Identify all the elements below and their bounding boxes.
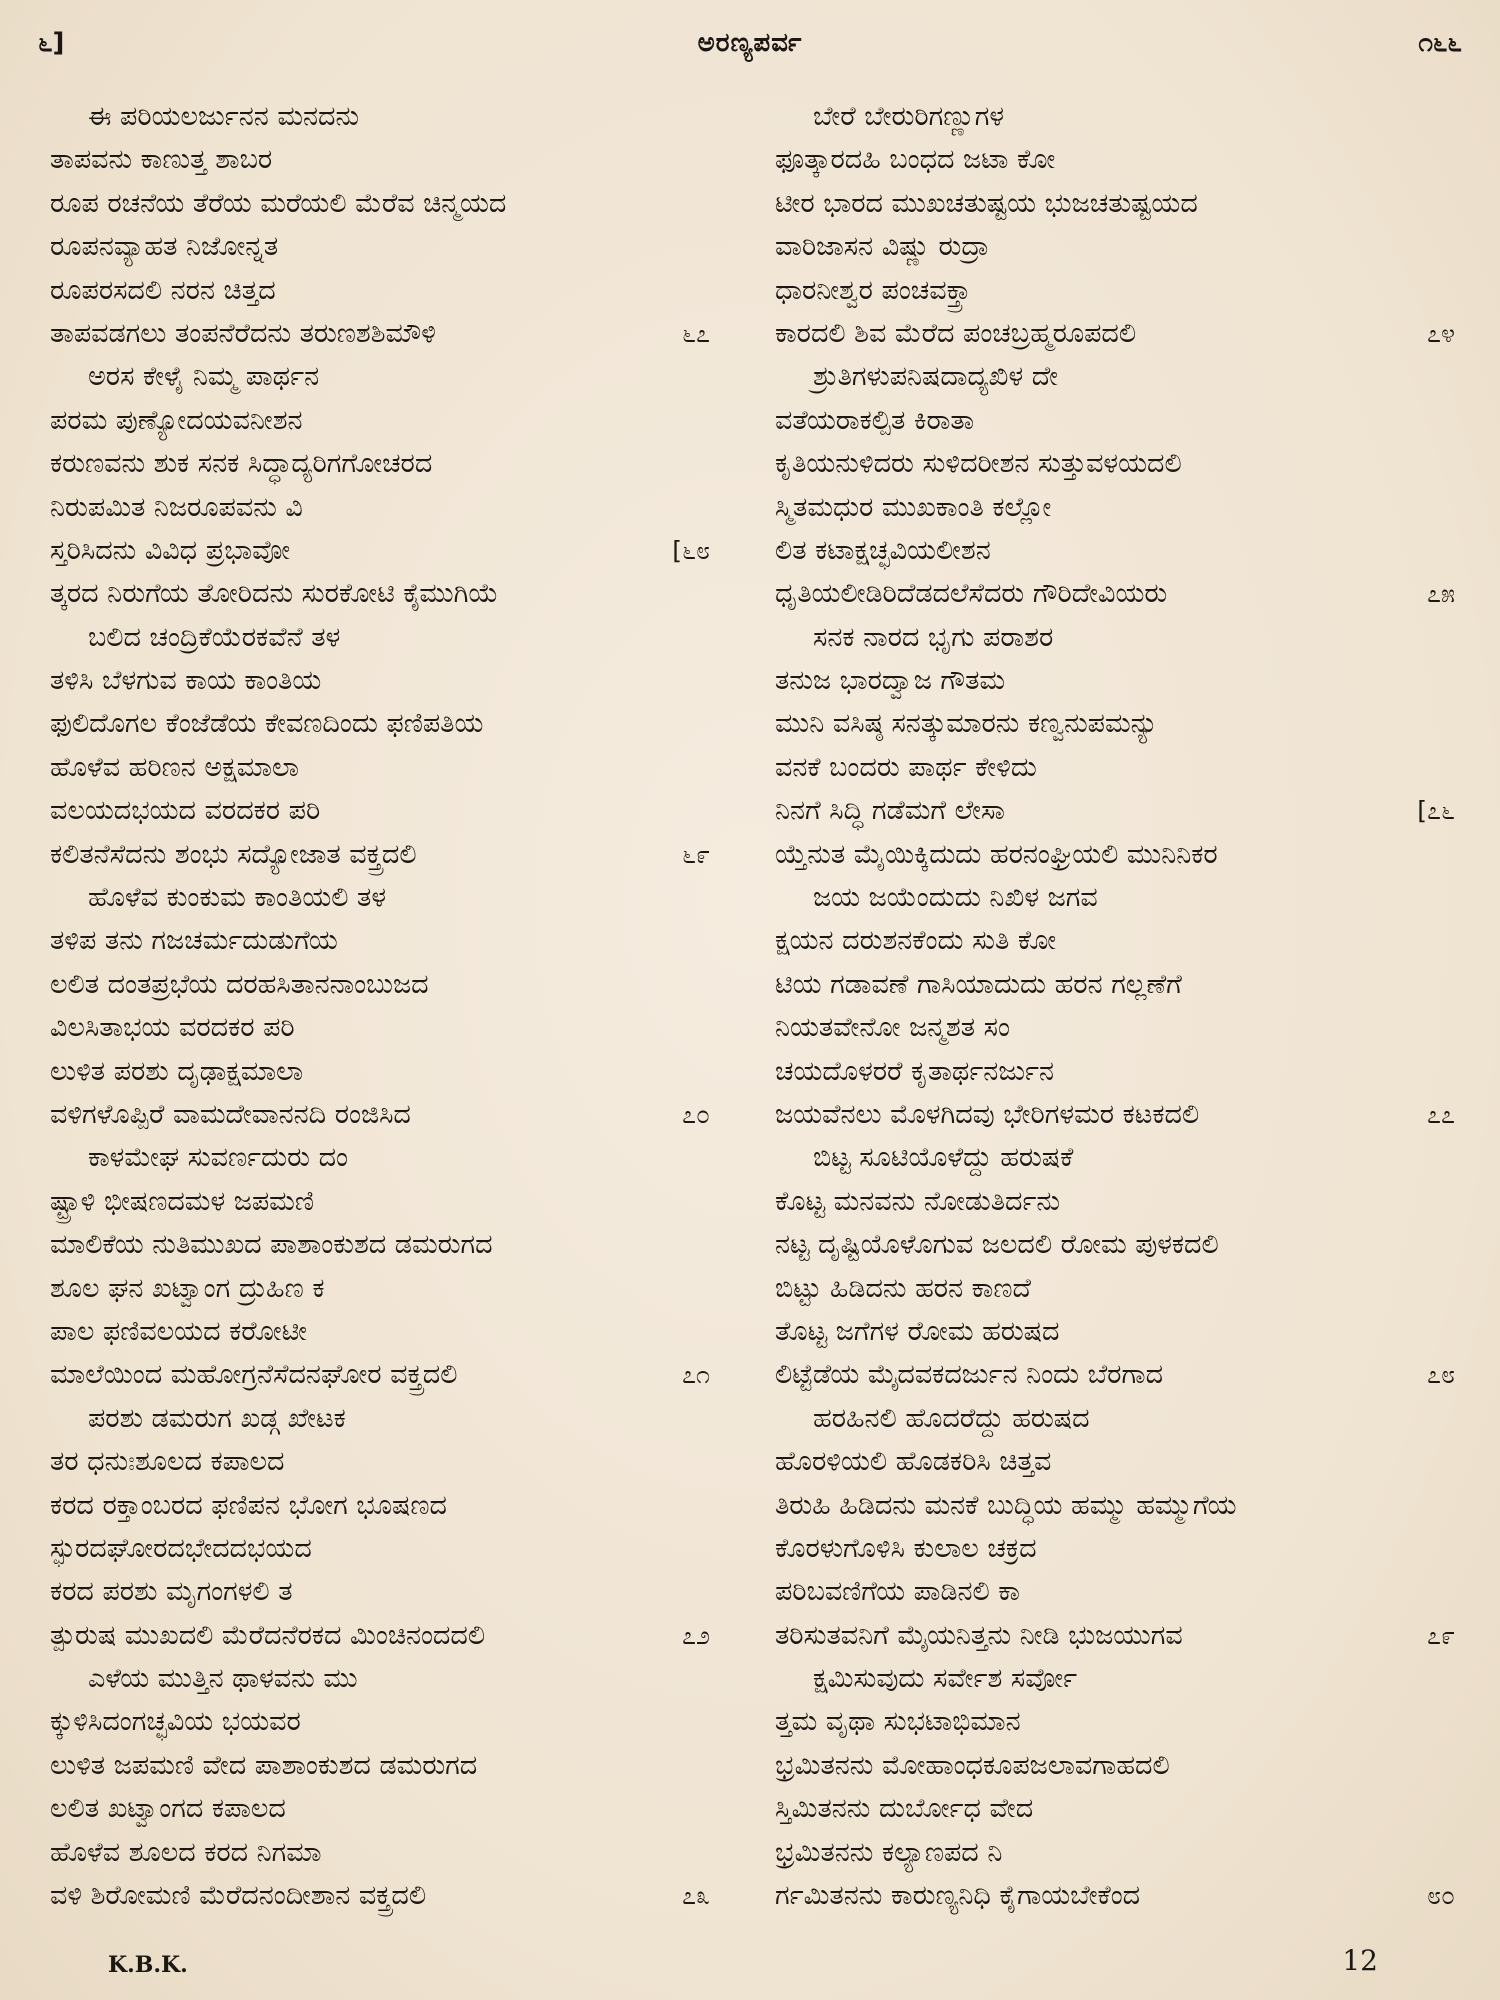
verse-line-text: ವಿಲಸಿತಾಭಯ ವರದಕರ ಪರಿ bbox=[50, 1012, 295, 1044]
verse-line-text: ಚಯದೊಳರರೆ ಕೃತಾರ್ಥನರ್ಜುನ bbox=[775, 1055, 1055, 1087]
verse-line-text: ಕ್ಷಯನ ದರುಶನಕೆಂದು ಸುತಿ ಕೋ bbox=[775, 925, 1057, 957]
verse-line bbox=[50, 312, 710, 355]
verse-line-text: ಕರದ ಪರಶು ಮೃಗಂಗಳಲಿ ತ bbox=[50, 1576, 293, 1608]
header-chapter-mark: ೬] bbox=[38, 28, 65, 58]
verse-line-text: ರೂಪನವ್ಯಾಹತ ನಿಜೋನ್ನತ bbox=[50, 231, 279, 263]
verse-line-text: ತಳಿಪ ತನು ಗಜಚರ್ಮದುಡುಗೆಯ bbox=[50, 925, 338, 957]
verse-stanza bbox=[50, 876, 710, 1136]
verse-line bbox=[50, 876, 710, 919]
page-header bbox=[38, 24, 1462, 68]
verse-line-text: ವಲಯದಭಯದ ವರದಕರ ಪರಿ bbox=[50, 795, 321, 827]
verse-line bbox=[775, 269, 1455, 312]
verse-stanza bbox=[50, 355, 710, 615]
verse-line bbox=[50, 1744, 710, 1787]
verse-line bbox=[50, 182, 710, 225]
verse-line-text: ಲಲಿತ ಖಟ್ವಾಂಗದ ಕಪಾಲದ bbox=[50, 1793, 286, 1825]
verse-line bbox=[775, 1050, 1455, 1093]
verse-line-text: ತಾಪವಡಗಲು ತಂಪನೆರೆದನು ತರುಣಶಶಿಮೌಳಿ bbox=[50, 317, 436, 349]
verse-line bbox=[50, 1484, 710, 1527]
verse-line-text: ತಿರುಹಿ ಹಿಡಿದನು ಮನಕೆ ಬುದ್ಧಿಯ ಹಮ್ಮು ಹಮ್ಮುಗೆಯ bbox=[775, 1489, 1237, 1521]
verse-number: ೭೩ bbox=[681, 1881, 710, 1911]
verse-line bbox=[775, 1831, 1455, 1874]
verse-line-text: ಷ್ಟ್ರಾಳಿ ಭೀಷಣದಮಳ ಜಪಮಣಿ bbox=[50, 1185, 314, 1217]
verse-line-text: ವಳಿ ಶಿರೋಮಣಿ ಮೆರೆದನಂದೀಶಾನ ವಕ್ತ್ರದಲಿ bbox=[50, 1880, 427, 1912]
verse-stanza bbox=[50, 95, 710, 355]
verse-line bbox=[775, 1136, 1455, 1179]
verse-line bbox=[50, 269, 710, 312]
verse-stanza bbox=[775, 1136, 1455, 1396]
verse-line-text: ಸ್ಫುರದಘೋರದಭೇದದಭಯದ bbox=[50, 1532, 312, 1564]
verse-line-text: ಕಲಿತನೆಸೆದನು ಶಂಭು ಸದ್ಯೋಜಾತ ವಕ್ತ್ರದಲಿ bbox=[50, 838, 417, 870]
verse-line-text: ಪರಿಬವಣಿಗೆಯ ಪಾಡಿನಲಿ ಕಾ bbox=[775, 1576, 1020, 1608]
verse-stanza bbox=[775, 1657, 1455, 1917]
verse-line-text: ಸನಕ ನಾರದ ಭೃಗು ಪರಾಶರ bbox=[813, 621, 1054, 653]
verse-line-text: ತನುಜ ಭಾರದ್ವಾಜ ಗೌತಮ bbox=[775, 665, 1006, 697]
verse-line-text: ತಾಪವನು ಕಾಣುತ್ತ ಶಾಬರ bbox=[50, 144, 273, 176]
verse-line-text: ಮಾಲೆಯಿಂದ ಮಹೋಗ್ರನೆಸೆದನಘೋರ ವಕ್ತ್ರದಲಿ bbox=[50, 1359, 458, 1391]
header-page-number: ೧೬೬ bbox=[1418, 28, 1462, 58]
verse-line-text: ಪರಶು ಡಮರುಗ ಖಡ್ಗ ಖೇಟಕ bbox=[88, 1402, 346, 1434]
verse-number: [೬೮ bbox=[672, 535, 710, 565]
verse-stanza bbox=[775, 1397, 1455, 1657]
verse-stanza bbox=[50, 1657, 710, 1917]
verse-line-text: ಲುಳಿತ ಜಪಮಣಿ ವೇದ ಪಾಶಾಂಕುಶದ ಡಮರುಗದ bbox=[50, 1749, 478, 1781]
verse-line bbox=[50, 1700, 710, 1743]
verse-line bbox=[775, 1397, 1455, 1440]
verse-line bbox=[775, 182, 1455, 225]
verse-line-text: ನಿನಗೆ ಸಿದ್ಧಿ ಗಡೆಮಗೆ ಲೇಸಾ bbox=[775, 795, 1005, 827]
verse-number: ೭೯ bbox=[1426, 1620, 1455, 1650]
verse-line-text: ಭ್ರಮಿತನನು ಕಲ್ಯಾಣಪದ ನಿ bbox=[775, 1836, 1003, 1868]
verse-line-text: ಪರಮ ಪುಣ್ಯೋದಯವನೀಶನ bbox=[50, 404, 303, 436]
verse-line bbox=[775, 1180, 1455, 1223]
verse-number: ೭೦ bbox=[681, 1099, 710, 1129]
verse-line bbox=[775, 1700, 1455, 1743]
verse-line bbox=[775, 1570, 1455, 1613]
verse-line bbox=[775, 486, 1455, 529]
verse-line-text: ಲಿಟ್ಟೆಡೆಯ ಮೈದವಕದರ್ಜುನ ನಿಂದು ಬೆರಗಾದ bbox=[775, 1359, 1164, 1391]
verse-line-text: ಎಳೆಯ ಮುತ್ತಿನ ಥಾಳವನು ಮು bbox=[88, 1663, 358, 1695]
verse-line bbox=[775, 1874, 1455, 1917]
verse-number: ೭೮ bbox=[1426, 1360, 1455, 1390]
verse-line bbox=[775, 876, 1455, 919]
verse-line bbox=[50, 1831, 710, 1874]
verse-line-text: ತರ ಧನುಃಶೂಲದ ಕಪಾಲದ bbox=[50, 1446, 285, 1478]
right-column bbox=[775, 95, 1455, 1917]
verse-line bbox=[50, 1527, 710, 1570]
verse-line bbox=[775, 572, 1455, 615]
verse-line-text: ಶ್ರುತಿಗಳುಪನಿಷದಾದ್ಯಖಿಳ ದೇ bbox=[813, 361, 1059, 393]
verse-line bbox=[775, 1223, 1455, 1266]
verse-line-text: ಕ್ಷಮಿಸುವುದು ಸರ್ವೇಶ ಸರ್ವೋ bbox=[813, 1663, 1078, 1695]
verse-line-text: ಭ್ರಮಿತನನು ಮೋಹಾಂಧಕೂಪಜಲಾವಗಾಹದಲಿ bbox=[775, 1749, 1170, 1781]
verse-line bbox=[775, 1744, 1455, 1787]
verse-line-text: ಕಾಳಮೇಘ ಸುವರ್ಣದುರು ದಂ bbox=[88, 1142, 349, 1174]
verse-line-text: ಟಿಯ ಗಡಾವಣೆ ಗಾಸಿಯಾದುದು ಹರನ ಗಲ್ಲಣೆಗೆ bbox=[775, 968, 1182, 1000]
verse-line bbox=[50, 789, 710, 832]
verse-line bbox=[775, 442, 1455, 485]
verse-line bbox=[775, 1267, 1455, 1310]
verse-line bbox=[50, 1657, 710, 1700]
verse-line bbox=[775, 1006, 1455, 1049]
verse-line bbox=[775, 789, 1455, 832]
verse-line-text: ಹೊಳೆವ ಕುಂಕುಮ ಕಾಂತಿಯಲಿ ತಳ bbox=[88, 882, 386, 914]
verse-line bbox=[50, 1874, 710, 1917]
verse-line-text: ಬಿಟ್ಟು ಹಿಡಿದನು ಹರನ ಕಾಣದೆ bbox=[775, 1272, 1032, 1304]
verse-line-text: ರೂಪರಸದಲಿ ನರನ ಚಿತ್ತದ bbox=[50, 274, 276, 306]
verse-line bbox=[50, 1353, 710, 1396]
verse-number: ೭೨ bbox=[681, 1620, 710, 1650]
verse-line bbox=[50, 1050, 710, 1093]
verse-line bbox=[775, 1787, 1455, 1830]
verse-line bbox=[50, 355, 710, 398]
verse-line-text: ಬಲಿದ ಚಂದ್ರಿಕೆಯೆರಕವೆನೆ ತಳ bbox=[88, 621, 341, 653]
verse-line-text: ಲಲಿತ ದಂತಪ್ರಭೆಯ ದರಹಸಿತಾನನಾಂಬುಜದ bbox=[50, 968, 429, 1000]
verse-line bbox=[50, 963, 710, 1006]
verse-line-text: ಶೂಲ ಘನ ಖಟ್ವಾಂಗ ದ್ರುಹಿಣ ಕ bbox=[50, 1272, 325, 1304]
verse-stanza bbox=[50, 616, 710, 876]
verse-line-text: ಲಿತ ಕಟಾಕ್ಷಚ್ಛವಿಯಲೀಶನ bbox=[775, 534, 991, 566]
verse-line-text: ತ್ಪುರುಷ ಮುಖದಲಿ ಮೆರೆದನೆರಕದ ಮಿಂಚಿನಂದದಲಿ bbox=[50, 1619, 486, 1651]
verse-line bbox=[775, 1353, 1455, 1396]
verse-line bbox=[775, 702, 1455, 745]
verse-line bbox=[775, 659, 1455, 702]
verse-line-text: ರೂಪ ರಚನೆಯ ತೆರೆಯ ಮರೆಯಲಿ ಮೆರೆವ ಚಿನ್ಮಯದ bbox=[50, 187, 507, 219]
verse-line bbox=[775, 1310, 1455, 1353]
verse-line bbox=[775, 746, 1455, 789]
verse-line bbox=[775, 1093, 1455, 1136]
verse-number: ೬೯ bbox=[681, 839, 710, 869]
verse-line bbox=[775, 95, 1455, 138]
verse-line bbox=[50, 1787, 710, 1830]
verse-line bbox=[50, 1614, 710, 1657]
verse-line bbox=[50, 1310, 710, 1353]
verse-line bbox=[50, 1570, 710, 1613]
verse-line bbox=[50, 225, 710, 268]
verse-line-text: ಧಾರನೀಶ್ವರ ಪಂಚವಕ್ತ್ರಾ bbox=[775, 274, 972, 306]
verse-stanza bbox=[775, 355, 1455, 615]
verse-line bbox=[775, 833, 1455, 876]
verse-line bbox=[50, 1397, 710, 1440]
verse-stanza bbox=[775, 616, 1455, 876]
verse-number: ೭೧ bbox=[681, 1360, 710, 1390]
verse-line bbox=[50, 1180, 710, 1223]
verse-line-text: ವಾರಿಜಾಸನ ವಿಷ್ಣು ರುದ್ರಾ bbox=[775, 231, 990, 263]
verse-line-text: ನಿಯತವೇನೋ ಜನ್ಮಶತ ಸಂ bbox=[775, 1012, 1010, 1044]
verse-number: [೭೬ bbox=[1417, 796, 1455, 826]
verse-line bbox=[50, 1440, 710, 1483]
verse-line bbox=[50, 95, 710, 138]
verse-stanza bbox=[50, 1397, 710, 1657]
verse-line bbox=[775, 1527, 1455, 1570]
left-column bbox=[50, 95, 710, 1917]
verse-line bbox=[50, 659, 710, 702]
verse-line bbox=[50, 399, 710, 442]
header-title: ಅರಣ್ಯಪರ್ವ bbox=[697, 28, 803, 58]
verse-line-text: ತೊಟ್ಟ ಜಗೆಗಳ ರೋಮ ಹರುಷದ bbox=[775, 1315, 1060, 1347]
verse-line-text: ಯ್ತೆನುತ ಮೈಯಿಕ್ಕಿದುದು ಹರನಂಘ್ರಿಯಲಿ ಮುನಿನಿಕರ bbox=[775, 838, 1218, 870]
verse-line bbox=[50, 138, 710, 181]
verse-line bbox=[775, 312, 1455, 355]
verse-line bbox=[775, 1484, 1455, 1527]
verse-stanza bbox=[50, 1136, 710, 1396]
verse-line bbox=[50, 746, 710, 789]
verse-line bbox=[50, 1136, 710, 1179]
verse-line-text: ಮಾಲಿಕೆಯ ನುತಿಮುಖದ ಪಾಶಾಂಕುಶದ ಡಮರುಗದ bbox=[50, 1229, 493, 1261]
footer-page-number: 12 bbox=[1342, 1944, 1378, 1977]
verse-line-text: ರ್ಗಮಿತನನು ಕಾರುಣ್ಯನಿಧಿ ಕೈಗಾಯಬೇಕೆಂದ bbox=[775, 1880, 1141, 1912]
verse-line bbox=[775, 529, 1455, 572]
verse-line bbox=[775, 1440, 1455, 1483]
verse-line bbox=[50, 1267, 710, 1310]
verse-line bbox=[50, 1093, 710, 1136]
verse-line bbox=[50, 1006, 710, 1049]
verse-line bbox=[50, 442, 710, 485]
verse-line bbox=[775, 225, 1455, 268]
verse-line-text: ತ್ತಮ ವೃಥಾ ಸುಭಟಾಭಿಮಾನ bbox=[775, 1706, 1021, 1738]
verse-line-text: ಪಾಲ ಫಣಿವಲಯದ ಕರೋಟೀ bbox=[50, 1315, 308, 1347]
verse-line bbox=[775, 1614, 1455, 1657]
verse-line bbox=[775, 399, 1455, 442]
verse-number: ೮೦ bbox=[1426, 1881, 1455, 1911]
verse-line bbox=[50, 572, 710, 615]
verse-line-text: ಹೊಳೆವ ಹರಿಣನ ಅಕ್ಷಮಾಲಾ bbox=[50, 751, 300, 783]
verse-line-text: ಲುಳಿತ ಪರಶು ದೃಢಾಕ್ಷಮಾಲಾ bbox=[50, 1055, 304, 1087]
verse-line-text: ಫೂತ್ಕಾರದಹಿ ಬಂಧದ ಜಟಾ ಕೋ bbox=[775, 144, 1056, 176]
verse-stanza bbox=[775, 876, 1455, 1136]
verse-line bbox=[775, 919, 1455, 962]
verse-line-text: ಜಯ ಜಯೆಂದುದು ನಿಖಿಳ ಜಗವ bbox=[813, 882, 1098, 914]
verse-line-text: ತಳಿಸಿ ಬೆಳಗುವ ಕಾಯ ಕಾಂತಿಯ bbox=[50, 665, 322, 697]
verse-line bbox=[50, 616, 710, 659]
verse-line bbox=[50, 529, 710, 572]
verse-line bbox=[775, 616, 1455, 659]
verse-line-text: ಜಯವೆನಲು ಮೊಳಗಿದವು ಭೇರಿಗಳಮರ ಕಟಕದಲಿ bbox=[775, 1098, 1200, 1130]
verse-line-text: ಕರುಣವನು ಶುಕ ಸನಕ ಸಿದ್ಧಾದ್ಯರಿಗಗೋಚರದ bbox=[50, 448, 433, 480]
verse-line-text: ಸ್ಮಿತಮಧುರ ಮುಖಕಾಂತಿ ಕಲ್ಲೋ bbox=[775, 491, 1052, 523]
verse-line-text: ಟೀರ ಭಾರದ ಮುಖಚತುಷ್ಟಯ ಭುಜಚತುಷ್ಟಯದ bbox=[775, 187, 1198, 219]
verse-line-text: ತ್ಕರದ ನಿರುಗೆಯ ತೋರಿದನು ಸುರಕೋಟಿ ಕೈಮುಗಿಯೆ bbox=[50, 578, 499, 610]
verse-line-text: ಕೃತಿಯನುಳಿದರು ಸುಳಿದರೀಶನ ಸುತ್ತುವಳಯದಲಿ bbox=[775, 448, 1182, 480]
verse-line-text: ಸ್ತಿಮಿತನನು ದುರ್ಬೋಧ ವೇದ bbox=[775, 1793, 1034, 1825]
verse-line-text: ನಿರುಪಮಿತ ನಿಜರೂಪವನು ವಿ bbox=[50, 491, 303, 523]
verse-line-text: ಕಾರದಲಿ ಶಿವ ಮೆರೆದ ಪಂಚಬ್ರಹ್ಮರೂಪದಲಿ bbox=[775, 317, 1137, 349]
verse-line-text: ಈ ಪರಿಯಲರ್ಜುನನ ಮನದನು bbox=[88, 101, 360, 132]
verse-line-text: ಬಿಟ್ಟ ಸೂಟಿಯೊಳೆದ್ದು ಹರುಷಕೆ bbox=[813, 1142, 1074, 1174]
verse-line-text: ಕರದ ರಕ್ತಾಂಬರದ ಫಣಿಪನ ಭೋಗ ಭೂಷಣದ bbox=[50, 1489, 447, 1521]
verse-line bbox=[50, 486, 710, 529]
verse-line bbox=[775, 1657, 1455, 1700]
verse-line-text: ಹೊಳೆವ ಶೂಲದ ಕರದ ನಿಗಮಾ bbox=[50, 1836, 322, 1868]
verse-line-text: ಫುಲಿದೊಗಲ ಕೆಂಜೆಡೆಯ ಕೇವಣದಿಂದು ಫಣಿಪತಿಯ bbox=[50, 708, 484, 740]
verse-line bbox=[50, 1223, 710, 1266]
verse-line bbox=[775, 355, 1455, 398]
verse-line-text: ಹರಹಿನಲಿ ಹೊದರೆದ್ದು ಹರುಷದ bbox=[813, 1402, 1090, 1434]
verse-line-text: ವಳಿಗಳೊಪ್ಪಿರೆ ವಾಮದೇವಾನನದಿ ರಂಜಿಸಿದ bbox=[50, 1098, 411, 1130]
verse-line-text: ತರಿಸುತವನಿಗೆ ಮೈಯನಿತ್ತನು ನೀಡಿ ಭುಜಯುಗವ bbox=[775, 1619, 1183, 1651]
verse-line-text: ಸ್ತರಿಸಿದನು ವಿವಿಧ ಪ್ರಭಾವೋ bbox=[50, 534, 291, 566]
verse-line-text: ಅರಸ ಕೇಳೈ ನಿಮ್ಮ ಪಾರ್ಥನ bbox=[88, 361, 320, 393]
verse-line-text: ವನಕೆ ಬಂದರು ಪಾರ್ಥ ಕೇಳಿದು bbox=[775, 751, 1037, 783]
verse-line bbox=[50, 702, 710, 745]
verse-line-text: ಧೃತಿಯಲೀಡಿರಿದೆಡದಲೆಸೆದರು ಗೌರಿದೇವಿಯರು bbox=[775, 578, 1168, 610]
verse-line bbox=[50, 833, 710, 876]
verse-line bbox=[775, 963, 1455, 1006]
footer-publisher: K.B.K. bbox=[108, 1952, 188, 1978]
verse-line-text: ಹೊರಳಿಯಲಿ ಹೊಡಕರಿಸಿ ಚಿತ್ತವ bbox=[775, 1446, 1052, 1478]
verse-number: ೭೪ bbox=[1426, 318, 1455, 348]
verse-number: ೬೭ bbox=[681, 318, 710, 348]
verse-line-text: ಕೊಟ್ಟ ಮನವನು ನೋಡುತಿರ್ದನು bbox=[775, 1185, 1061, 1217]
verse-line bbox=[50, 919, 710, 962]
verse-line-text: ಮುನಿ ವಸಿಷ್ಠ ಸನತ್ಕುಮಾರನು ಕಣ್ವನುಪಮನ್ಯು bbox=[775, 708, 1158, 740]
verse-line-text: ನಟ್ಟ ದೃಷ್ಟಿಯೊಳೊಗುವ ಜಲದಲಿ ರೋಮ ಪುಳಕದಲಿ bbox=[775, 1229, 1219, 1261]
verse-line bbox=[775, 138, 1455, 181]
verse-line-text: ವತೆಯರಾಕಲ್ಪಿತ ಕಿರಾತಾ bbox=[775, 404, 975, 436]
verse-number: ೭೭ bbox=[1426, 1099, 1455, 1129]
verse-number: ೭೫ bbox=[1426, 579, 1455, 609]
verse-line-text: ಕ್ಕುಳಿಸಿದಂಗಚ್ಛವಿಯ ಭಯವರ bbox=[50, 1706, 301, 1738]
verse-line-text: ಬೇರೆ ಬೇರುರಿಗಣ್ಣುಗಳ bbox=[813, 101, 1005, 132]
verse-line-text: ಕೊರಳುಗೊಳಿಸಿ ಕುಲಾಲ ಚಕ್ರದ bbox=[775, 1532, 1037, 1564]
verse-stanza bbox=[775, 95, 1455, 355]
